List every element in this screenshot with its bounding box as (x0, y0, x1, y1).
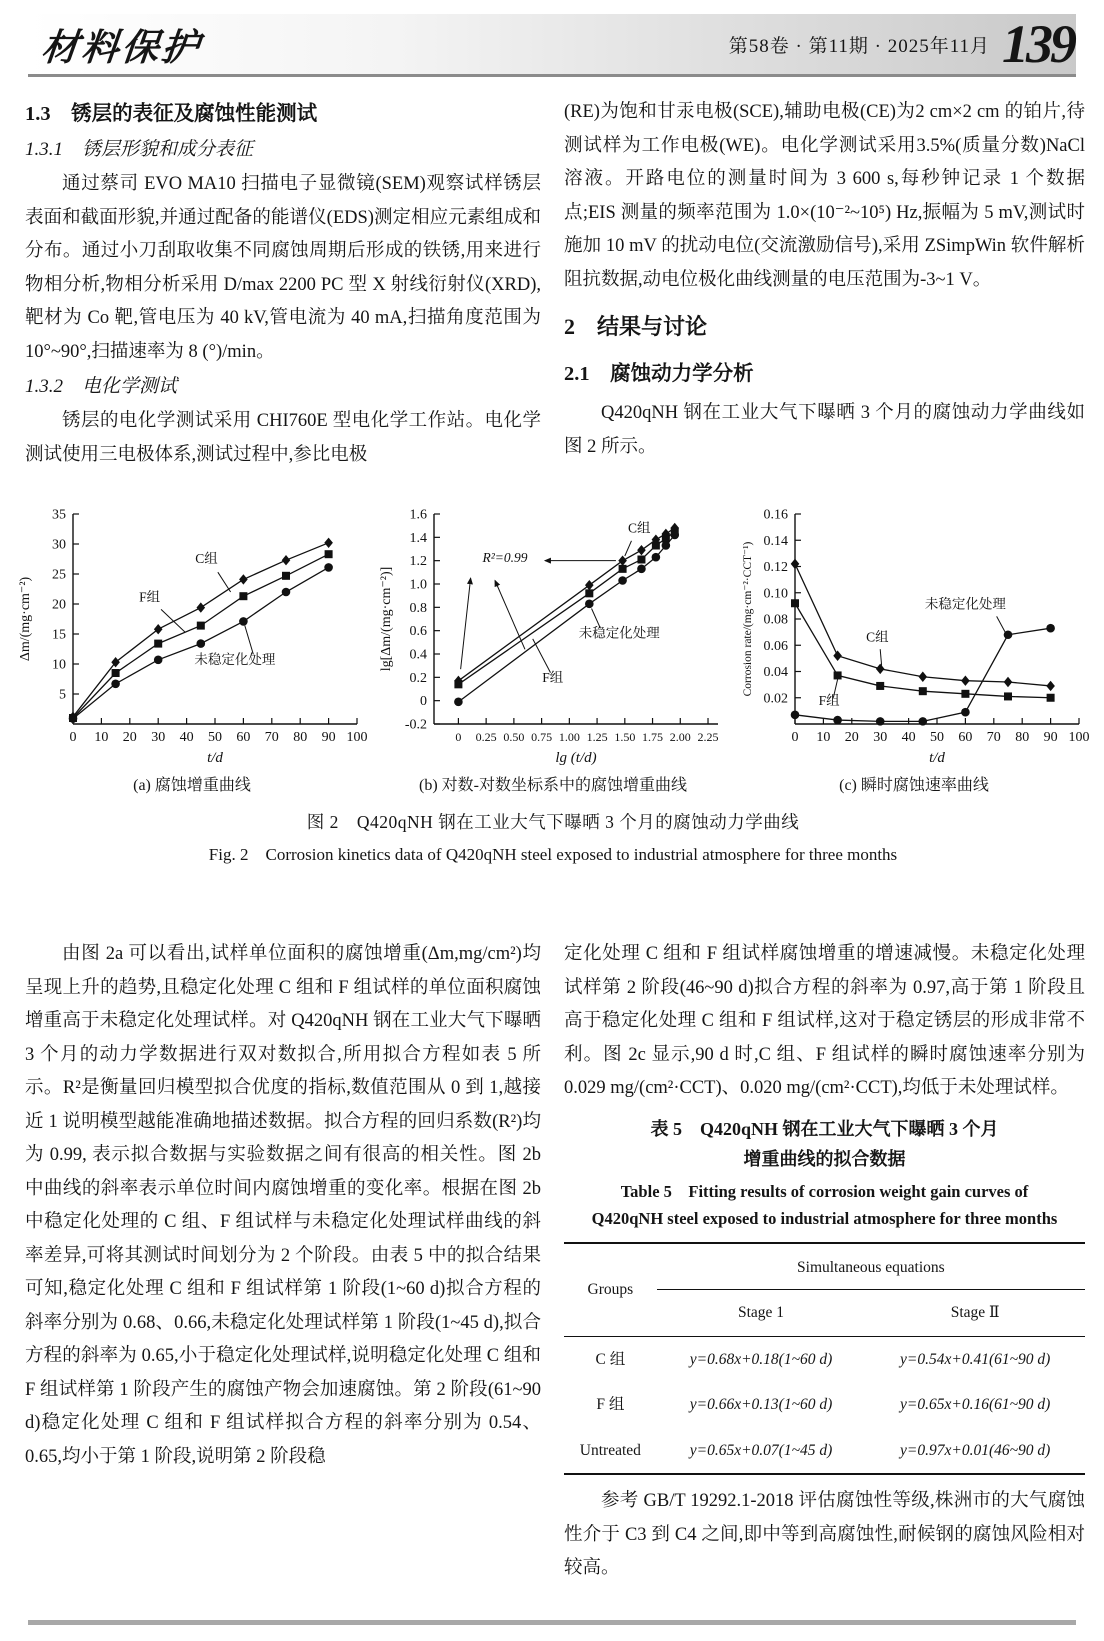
table-5-col-groups: Groups (564, 1243, 657, 1337)
table-5-col-stage2: Stage Ⅱ (865, 1290, 1085, 1337)
svg-text:lg (t/d): lg (t/d) (555, 750, 597, 766)
svg-text:10: 10 (94, 730, 109, 745)
svg-text:0.08: 0.08 (763, 612, 788, 628)
svg-text:70: 70 (264, 730, 279, 745)
paragraph-conclusion: 参考 GB/T 19292.1-2018 评估腐蚀性等级,株洲市的大气腐蚀性介于 C3 到 C4 之间,即中等到高腐蚀性,耐候钢的腐蚀风险相对较高。 (564, 1491, 1085, 1578)
svg-text:未稳定化处理: 未稳定化处理 (578, 625, 660, 641)
chart-block-c (737, 502, 1091, 795)
svg-text:0.04: 0.04 (763, 665, 788, 680)
paragraph-discussion-left: 由图 2a 可以看出,试样单位面积的腐蚀增重(Δm,mg/cm²)均呈现上升的趋势,且稳定化处理 C 组和 F 组试样的单位面积腐蚀增重高于未稳定化处理试样。对 Q420qNH 钢在工业大气下曝晒 3 个月的动力学数据进行双对数拟合,所用拟合方程如表 5 所示。R²是衡量回归模型拟合优度的指标,数值范围从 0 到 1,越接近 1 说明模型越能准确地描述数据。拟合方程的回归系数(R²)均为 0.99, 表示拟合数据与实验数据之间有很高的相关性。图 2b 中曲线的斜率表示单位时间内腐蚀增重的变化率。根据在图 2b 中稳定化处理的 C 组、F 组试样与未稳定化处理试样曲线的斜率差异,可将其测试时间划分为 2 个阶段。由表 5 中的拟合结果可知,稳定化处理 C 组和 F 组试样第 1 阶段(1~60 d)拟合方程的斜率分别为 0.68、0.66,未稳定化处理试样第 1 阶段(1~45 d),拟合方程的斜率为 0.65,小于稳定化处理试样,说明稳定化处理 C 组和 F 组试样第 1 阶段产生的腐蚀产物会加速腐蚀。第 2 阶段(61~90 d)稳定化处理 C 组和 F 组试样拟合方程的斜率分别为 0.54、0.65,均小于第 1 阶段,说明第 2 阶段稳 (25, 944, 541, 1467)
svg-text:0.50: 0.50 (503, 730, 525, 744)
left-column-bottom (25, 938, 541, 1474)
left-column-top (25, 96, 541, 472)
table-5-title-zh-line1: 表 5 Q420qNH 钢在工业大气下曝晒 3 个月 (650, 1118, 999, 1139)
figure-2-charts (15, 502, 1091, 795)
svg-text:1.50: 1.50 (614, 730, 636, 744)
svg-text:0.75: 0.75 (531, 730, 553, 744)
svg-text:30: 30 (52, 537, 66, 553)
svg-text:10: 10 (816, 730, 831, 745)
journal-logo: 材料保护 (39, 28, 204, 69)
svg-text:20: 20 (52, 597, 66, 613)
svg-text:1.00: 1.00 (558, 730, 580, 744)
svg-text:C组: C组 (195, 551, 218, 567)
figure-2 (15, 502, 1091, 865)
section-1-3-2-heading: 1.3.2 电化学测试 (25, 376, 178, 397)
table-5-title-en-line1: Table 5 Fitting results of corrosion weight gain curves of (620, 1181, 1029, 1201)
figure-2-caption-en: Fig. 2 Corrosion kinetics data of Q420qNH steel exposed to industrial atmosphere for three months (208, 845, 898, 864)
svg-text:80: 80 (1015, 730, 1030, 745)
svg-text:0: 0 (420, 694, 427, 710)
svg-text:100: 100 (1068, 730, 1090, 745)
footer-rule (28, 1620, 1076, 1625)
page-number: 139 (1002, 14, 1074, 74)
chart-weight-gain (15, 502, 369, 770)
svg-text:80: 80 (293, 730, 308, 745)
table-row (564, 1336, 1085, 1382)
svg-text:2.25: 2.25 (697, 730, 719, 744)
chart-loglog-weight-gain (376, 502, 730, 770)
svg-text:0.12: 0.12 (763, 560, 788, 575)
table-5-col-span: Simultaneous equations (657, 1243, 1085, 1290)
right-column-top (564, 96, 1085, 464)
svg-text:50: 50 (930, 730, 944, 745)
section-2-heading: 2 结果与讨论 (564, 314, 708, 339)
table-cell-group: Untreated (579, 1441, 641, 1459)
svg-text:70: 70 (986, 730, 1001, 745)
svg-text:1.0: 1.0 (409, 577, 427, 593)
svg-text:60: 60 (958, 730, 973, 745)
svg-text:C组: C组 (627, 520, 651, 536)
table-row (564, 1428, 1085, 1475)
svg-text:未稳定化处理: 未稳定化处理 (924, 596, 1006, 612)
chart-block-b (376, 502, 730, 795)
svg-text:25: 25 (52, 567, 66, 583)
svg-text:0: 0 (791, 730, 799, 745)
paragraph-electrochem-start: 锈层的电化学测试采用 CHI760E 型电化学工作站。电化学测试使用三电极体系,测试过程中,参比电极 (25, 411, 541, 465)
svg-text:1.25: 1.25 (586, 730, 608, 744)
svg-text:0: 0 (69, 730, 77, 745)
paragraph-sem-xrd: 通过蔡司 EVO MA10 扫描电子显微镜(SEM)观察试样锈层表面和截面形貌,并通过配备的能谱仪(EDS)测定相应元素组成和分布。通过小刀刮取收集不同腐蚀周期后形成的铁锈,用来进行物相分析,物相分析采用 D/max 2200 PC 型 X 射线衍射仪(XRD),靶材为 Co 靶,管电压为 40 kV,管电流为 40 mA,扫描角度范围为 10°~90°,扫描速率为 8 (°)/min。 (25, 174, 541, 362)
svg-text:Δm/(mg·cm⁻²): Δm/(mg·cm⁻²) (18, 576, 33, 662)
table-5-title-zh-line2: 增重曲线的拟合数据 (743, 1148, 906, 1169)
svg-text:0.10: 0.10 (763, 586, 788, 602)
svg-text:0.02: 0.02 (763, 691, 788, 707)
svg-text:15: 15 (52, 627, 66, 643)
table-5-title-en-line2: Q420qNH steel exposed to industrial atmosphere for three months (591, 1208, 1058, 1228)
issue-info: 第58卷 · 第11期 · 2025年11月 (728, 35, 990, 57)
svg-text:30: 30 (151, 730, 166, 745)
paragraph-kinetics-intro: Q420qNH 钢在工业大气下曝晒 3 个月的腐蚀动力学曲线如图 2 所示。 (564, 403, 1085, 457)
table-cell-stage2: y=0.97x+0.01(46~90 d) (900, 1441, 1051, 1459)
figure-2-caption-zh: 图 2 Q420qNH 钢在工业大气下曝晒 3 个月的腐蚀动力学曲线 (306, 812, 800, 832)
svg-text:2.00: 2.00 (669, 730, 691, 744)
svg-text:40: 40 (179, 730, 194, 745)
table-cell-stage1: y=0.66x+0.13(1~60 d) (689, 1396, 833, 1413)
svg-text:-0.2: -0.2 (404, 717, 427, 733)
section-1-3-1-heading: 1.3.1 锈层形貌和成分表征 (25, 139, 254, 160)
svg-text:F组: F组 (818, 692, 840, 708)
svg-text:0.06: 0.06 (763, 638, 788, 654)
svg-text:1.4: 1.4 (409, 530, 427, 546)
chart-corrosion-rate (737, 502, 1091, 770)
table-cell-stage1: y=0.68x+0.18(1~60 d) (689, 1350, 833, 1368)
svg-text:F组: F组 (542, 670, 564, 685)
journal-header (28, 14, 1076, 77)
paragraph-discussion-right: 定化处理 C 组和 F 组试样腐蚀增重的增速减慢。未稳定化处理试样第 2 阶段(46~90 d)拟合方程的斜率为 0.97,高于第 1 阶段且高于稳定化处理 C 组和 F 组试样,这对于稳定锈层的形成非常不利。图 2c 显示,90 d 时,C 组、F 组试样的瞬时腐蚀速率分别为 0.029 mg/(cm²·CCT)、0.020 mg/(cm²·CCT),均低于未处理试样。 (564, 944, 1085, 1098)
svg-text:90: 90 (1043, 730, 1058, 745)
chart-block-a (15, 502, 369, 795)
table-5-col-stage1: Stage 1 (657, 1290, 866, 1337)
svg-text:0.8: 0.8 (409, 600, 427, 616)
svg-text:35: 35 (52, 507, 66, 523)
right-column-bottom (564, 938, 1085, 1586)
svg-text:0: 0 (455, 730, 462, 744)
table-cell-stage2: y=0.54x+0.41(61~90 d) (900, 1350, 1051, 1368)
table-5 (564, 1242, 1085, 1476)
svg-text:0.2: 0.2 (409, 670, 427, 686)
svg-text:40: 40 (901, 730, 916, 745)
svg-text:20: 20 (122, 730, 137, 745)
table-cell-group: F 组 (596, 1396, 625, 1413)
chart-b-caption: (b) 对数-对数坐标系中的腐蚀增重曲线 (419, 777, 687, 794)
svg-text:10: 10 (52, 657, 66, 673)
svg-text:100: 100 (346, 730, 368, 745)
svg-text:R²=0.99: R²=0.99 (482, 549, 528, 565)
svg-text:t/d: t/d (207, 750, 223, 766)
table-cell-stage2: y=0.65x+0.16(61~90 d) (900, 1396, 1051, 1413)
svg-text:0.16: 0.16 (763, 507, 788, 523)
chart-a-caption: (a) 腐蚀增重曲线 (133, 777, 251, 794)
svg-text:30: 30 (873, 730, 888, 745)
paragraph-electrochem-continued: (RE)为饱和甘汞电极(SCE),辅助电极(CE)为2 cm×2 cm 的铂片,待测试样为工作电极(WE)。电化学测试采用3.5%(质量分数)NaCl 溶液。开路电位的测量时间为 3 600 s,每秒钟记录 1 个数据点;EIS 测量的频率范围为 1.0×(10⁻²~10⁵) Hz,振幅为 5 mV,测试时施加 10 mV 的扰动电位(交流激励信号),采用 ZSimpWin 软件解析阻抗数据,动电位极化曲线测量的电压范围为-3~1 V。 (564, 102, 1085, 290)
svg-text:F组: F组 (139, 589, 161, 605)
svg-text:60: 60 (236, 730, 251, 745)
table-cell-stage1: y=0.65x+0.07(1~45 d) (689, 1441, 833, 1459)
table-cell-group: C 组 (595, 1350, 626, 1368)
table-row (564, 1382, 1085, 1428)
svg-text:90: 90 (321, 730, 336, 745)
svg-text:50: 50 (208, 730, 222, 745)
chart-c-caption: (c) 瞬时腐蚀速率曲线 (839, 777, 989, 794)
svg-text:C组: C组 (866, 629, 889, 645)
svg-text:未稳定化处理: 未稳定化处理 (194, 652, 276, 667)
section-1-3-heading: 1.3 锈层的表征及腐蚀性能测试 (25, 103, 318, 125)
svg-text:1.6: 1.6 (409, 507, 427, 523)
svg-text:0.25: 0.25 (475, 730, 497, 744)
svg-text:lg[Δm/(mg·cm⁻²)]: lg[Δm/(mg·cm⁻²)] (379, 566, 394, 672)
svg-text:20: 20 (844, 730, 859, 745)
svg-text:5: 5 (59, 687, 66, 703)
svg-text:1.75: 1.75 (642, 730, 664, 744)
svg-text:t/d: t/d (929, 750, 945, 766)
svg-text:0.4: 0.4 (409, 647, 427, 663)
svg-text:Corrosion rate/(mg·cm⁻²·CCT⁻¹): Corrosion rate/(mg·cm⁻²·CCT⁻¹) (742, 541, 754, 697)
svg-text:0.14: 0.14 (763, 533, 788, 549)
section-2-1-heading: 2.1 腐蚀动力学分析 (564, 363, 754, 385)
svg-text:1.2: 1.2 (409, 554, 427, 570)
svg-text:0.6: 0.6 (409, 624, 427, 640)
